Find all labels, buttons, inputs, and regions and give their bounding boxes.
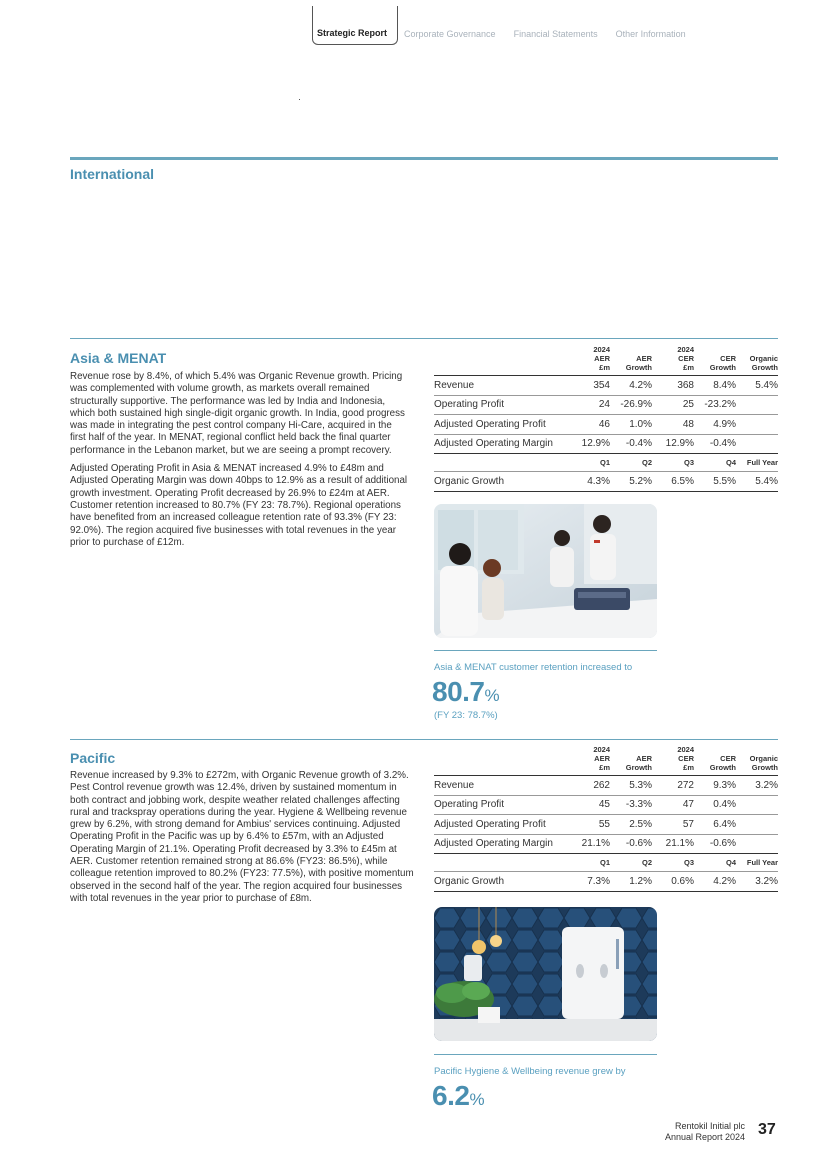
cell: 48 [652, 415, 694, 435]
cell: 5.3% [610, 776, 652, 796]
header-cell: 2024 CER £m [652, 745, 694, 776]
cell: 2.5% [610, 815, 652, 835]
header-cell: Organic Growth [736, 345, 778, 376]
pacific-title: Pacific [70, 750, 116, 766]
cell: 5.2% [610, 472, 652, 492]
pacific-stat-rule [434, 1054, 657, 1055]
asia-stat-number: 80.7 [432, 676, 485, 707]
cell: Q3 [652, 454, 694, 472]
cell: 4.2% [610, 376, 652, 396]
section-title: International [70, 166, 155, 182]
asia-paragraph-1: Revenue rose by 8.4%, of which 5.4% was Organic Revenue growth. Pricing was complemented with volume growth, as markets overall remained structurally supportive. The performance was led by India and Indonesia, which both sustained high single-digit organic growth. In India, good progress was made in integrating the pest control company Hi-Care, acquired in the first half of the year. In MENAT, regional conflict held back the final quarter performance in the Lebanon market, but we are seeing a prompt recovery. [70, 371, 405, 456]
cell: Full Year [736, 854, 778, 872]
asia-paragraph-2: Adjusted Operating Profit in Asia & MENAT increased 4.9% to £48m and Adjusted Operating Margin was down 40bps to 12.9% as a result of additional growth investment. Operating Profit decreased by 26.9% to £24m at AER. Customer retention increased to 80.7% (FY 23: 78.7%). Regional operations have benefited from an increased colleague retention rate of 93.3% (FY 23: 92.0%). The region acquired five businesses with total revenues in the year prior to purchase of £12m. [70, 463, 408, 548]
cell: Q1 [568, 454, 610, 472]
cell: 5.4% [736, 376, 778, 396]
cell: 7.3% [568, 872, 610, 892]
stray-dot [299, 99, 300, 100]
cell: 4.2% [694, 872, 736, 892]
cell [434, 454, 568, 472]
cell: 47 [652, 795, 694, 815]
cell: -26.9% [610, 395, 652, 415]
header-cell: AER Growth [610, 745, 652, 776]
cell: 9.3% [694, 776, 736, 796]
asia-divider [70, 338, 778, 339]
pacific-results-table [434, 745, 778, 892]
asia-results-table [434, 345, 778, 492]
cell: 0.4% [694, 795, 736, 815]
cell: 6.4% [694, 815, 736, 835]
header-cell: 2024 AER £m [568, 345, 610, 376]
cell: Q1 [568, 854, 610, 872]
pacific-stat-unit: % [469, 1090, 485, 1109]
asia-title: Asia & MENAT [70, 350, 167, 366]
table-row [434, 395, 778, 415]
cell: Q4 [694, 854, 736, 872]
asia-body [70, 371, 410, 555]
cell: 21.1% [652, 834, 694, 854]
header-cell [434, 745, 568, 776]
cell: 3.2% [736, 776, 778, 796]
header-cell: 2024 AER £m [568, 745, 610, 776]
row-label: Operating Profit [434, 395, 568, 415]
header-cell: CER Growth [694, 345, 736, 376]
cell: -0.6% [694, 834, 736, 854]
cell [736, 395, 778, 415]
cell: Q3 [652, 854, 694, 872]
table-row [434, 472, 778, 492]
header-cell: Organic Growth [736, 745, 778, 776]
cell: -0.6% [610, 834, 652, 854]
row-label: Organic Growth [434, 472, 568, 492]
cell: Full Year [736, 454, 778, 472]
header-cell: 2024 CER £m [652, 345, 694, 376]
cell: Q2 [610, 854, 652, 872]
cell: 368 [652, 376, 694, 396]
page-number: 37 [758, 1121, 776, 1138]
cell: 4.9% [694, 415, 736, 435]
cell: 8.4% [694, 376, 736, 396]
pacific-stat-value [432, 1080, 484, 1112]
cell: 21.1% [568, 834, 610, 854]
cell: 272 [652, 776, 694, 796]
cell [736, 815, 778, 835]
asia-stat-caption: Asia & MENAT customer retention increased to [434, 662, 633, 673]
header-cell: AER Growth [610, 345, 652, 376]
pacific-stat-caption: Pacific Hygiene & Wellbeing revenue grew by [434, 1066, 626, 1077]
cell [736, 434, 778, 454]
row-label: Revenue [434, 776, 568, 796]
cell [736, 795, 778, 815]
cell: -3.3% [610, 795, 652, 815]
asia-stat-value [432, 676, 499, 708]
cell: 6.5% [652, 472, 694, 492]
row-label: Adjusted Operating Profit [434, 815, 568, 835]
cell: 354 [568, 376, 610, 396]
asia-photo [434, 504, 657, 638]
row-label: Adjusted Operating Profit [434, 415, 568, 435]
cell [434, 854, 568, 872]
cell: 0.6% [652, 872, 694, 892]
pacific-stat-number: 6.2 [432, 1080, 470, 1111]
cell: Q2 [610, 454, 652, 472]
cell: 1.2% [610, 872, 652, 892]
header-cell [434, 345, 568, 376]
cell: 262 [568, 776, 610, 796]
tab-financial-statements[interactable]: Financial Statements [513, 29, 598, 39]
cell [736, 415, 778, 435]
cell: 45 [568, 795, 610, 815]
table-row [434, 872, 778, 892]
cell: 25 [652, 395, 694, 415]
row-label: Adjusted Operating Margin [434, 834, 568, 854]
cell: 4.3% [568, 472, 610, 492]
quarter-header-row [434, 454, 778, 472]
cell: -23.2% [694, 395, 736, 415]
cell: 55 [568, 815, 610, 835]
footer [665, 1121, 745, 1143]
table-row [434, 434, 778, 454]
tab-other-information[interactable]: Other Information [615, 29, 686, 39]
pacific-divider [70, 739, 778, 740]
cell: 5.4% [736, 472, 778, 492]
row-label: Adjusted Operating Margin [434, 434, 568, 454]
pacific-body [70, 770, 415, 911]
footer-company: Rentokil Initial plc [674, 1121, 745, 1131]
cell: 57 [652, 815, 694, 835]
row-label: Revenue [434, 376, 568, 396]
cell: -0.4% [610, 434, 652, 454]
cell: 1.0% [610, 415, 652, 435]
tab-strategic-report[interactable]: Strategic Report [312, 6, 398, 45]
row-label: Operating Profit [434, 795, 568, 815]
cell: 3.2% [736, 872, 778, 892]
cell: 12.9% [568, 434, 610, 454]
asia-stat-rule [434, 650, 657, 651]
asia-stat-unit: % [484, 686, 500, 705]
footer-report: Annual Report 2024 [664, 1132, 745, 1142]
header-cell: CER Growth [694, 745, 736, 776]
table-row [434, 815, 778, 835]
quarter-header-row [434, 854, 778, 872]
table-row [434, 415, 778, 435]
top-navigation [312, 0, 704, 45]
cell: 46 [568, 415, 610, 435]
pacific-photo [434, 907, 657, 1041]
tab-corporate-governance[interactable]: Corporate Governance [404, 29, 496, 39]
table-row [434, 834, 778, 854]
table-row [434, 776, 778, 796]
cell: 24 [568, 395, 610, 415]
cell: 12.9% [652, 434, 694, 454]
pacific-paragraph-1: Revenue increased by 9.3% to £272m, with Organic Revenue growth of 3.2%. Pest Control revenue growth was 12.4%, driven by sustained momentum in both contract and jobbing work, despite weather related challenges affecting rural and trackspray operations during the year. Hygiene & Wellbeing revenue grew by 6.2%, with strong demand for Ambius' services continuing. Adjusted Operating Profit in the Pacific was up by 6.4% to £57m, with an Adjusted Operating Margin of 21.1%. Operating Profit decreased by 3.3% to £45m at AER. Customer retention remained strong at 86.6% (FY23: 86.5%), while colleague retention improved to 80.2% (FY23: 77.5%), with positive momentum observed in the second half of the year. The region acquired four businesses with total revenues in the year prior to purchase of £8m. [70, 770, 414, 904]
cell: Q4 [694, 454, 736, 472]
section-rule [70, 157, 778, 160]
table-row [434, 376, 778, 396]
cell [736, 834, 778, 854]
asia-stat-sub: (FY 23: 78.7%) [434, 710, 498, 721]
table-row [434, 795, 778, 815]
cell: 5.5% [694, 472, 736, 492]
cell: -0.4% [694, 434, 736, 454]
row-label: Organic Growth [434, 872, 568, 892]
